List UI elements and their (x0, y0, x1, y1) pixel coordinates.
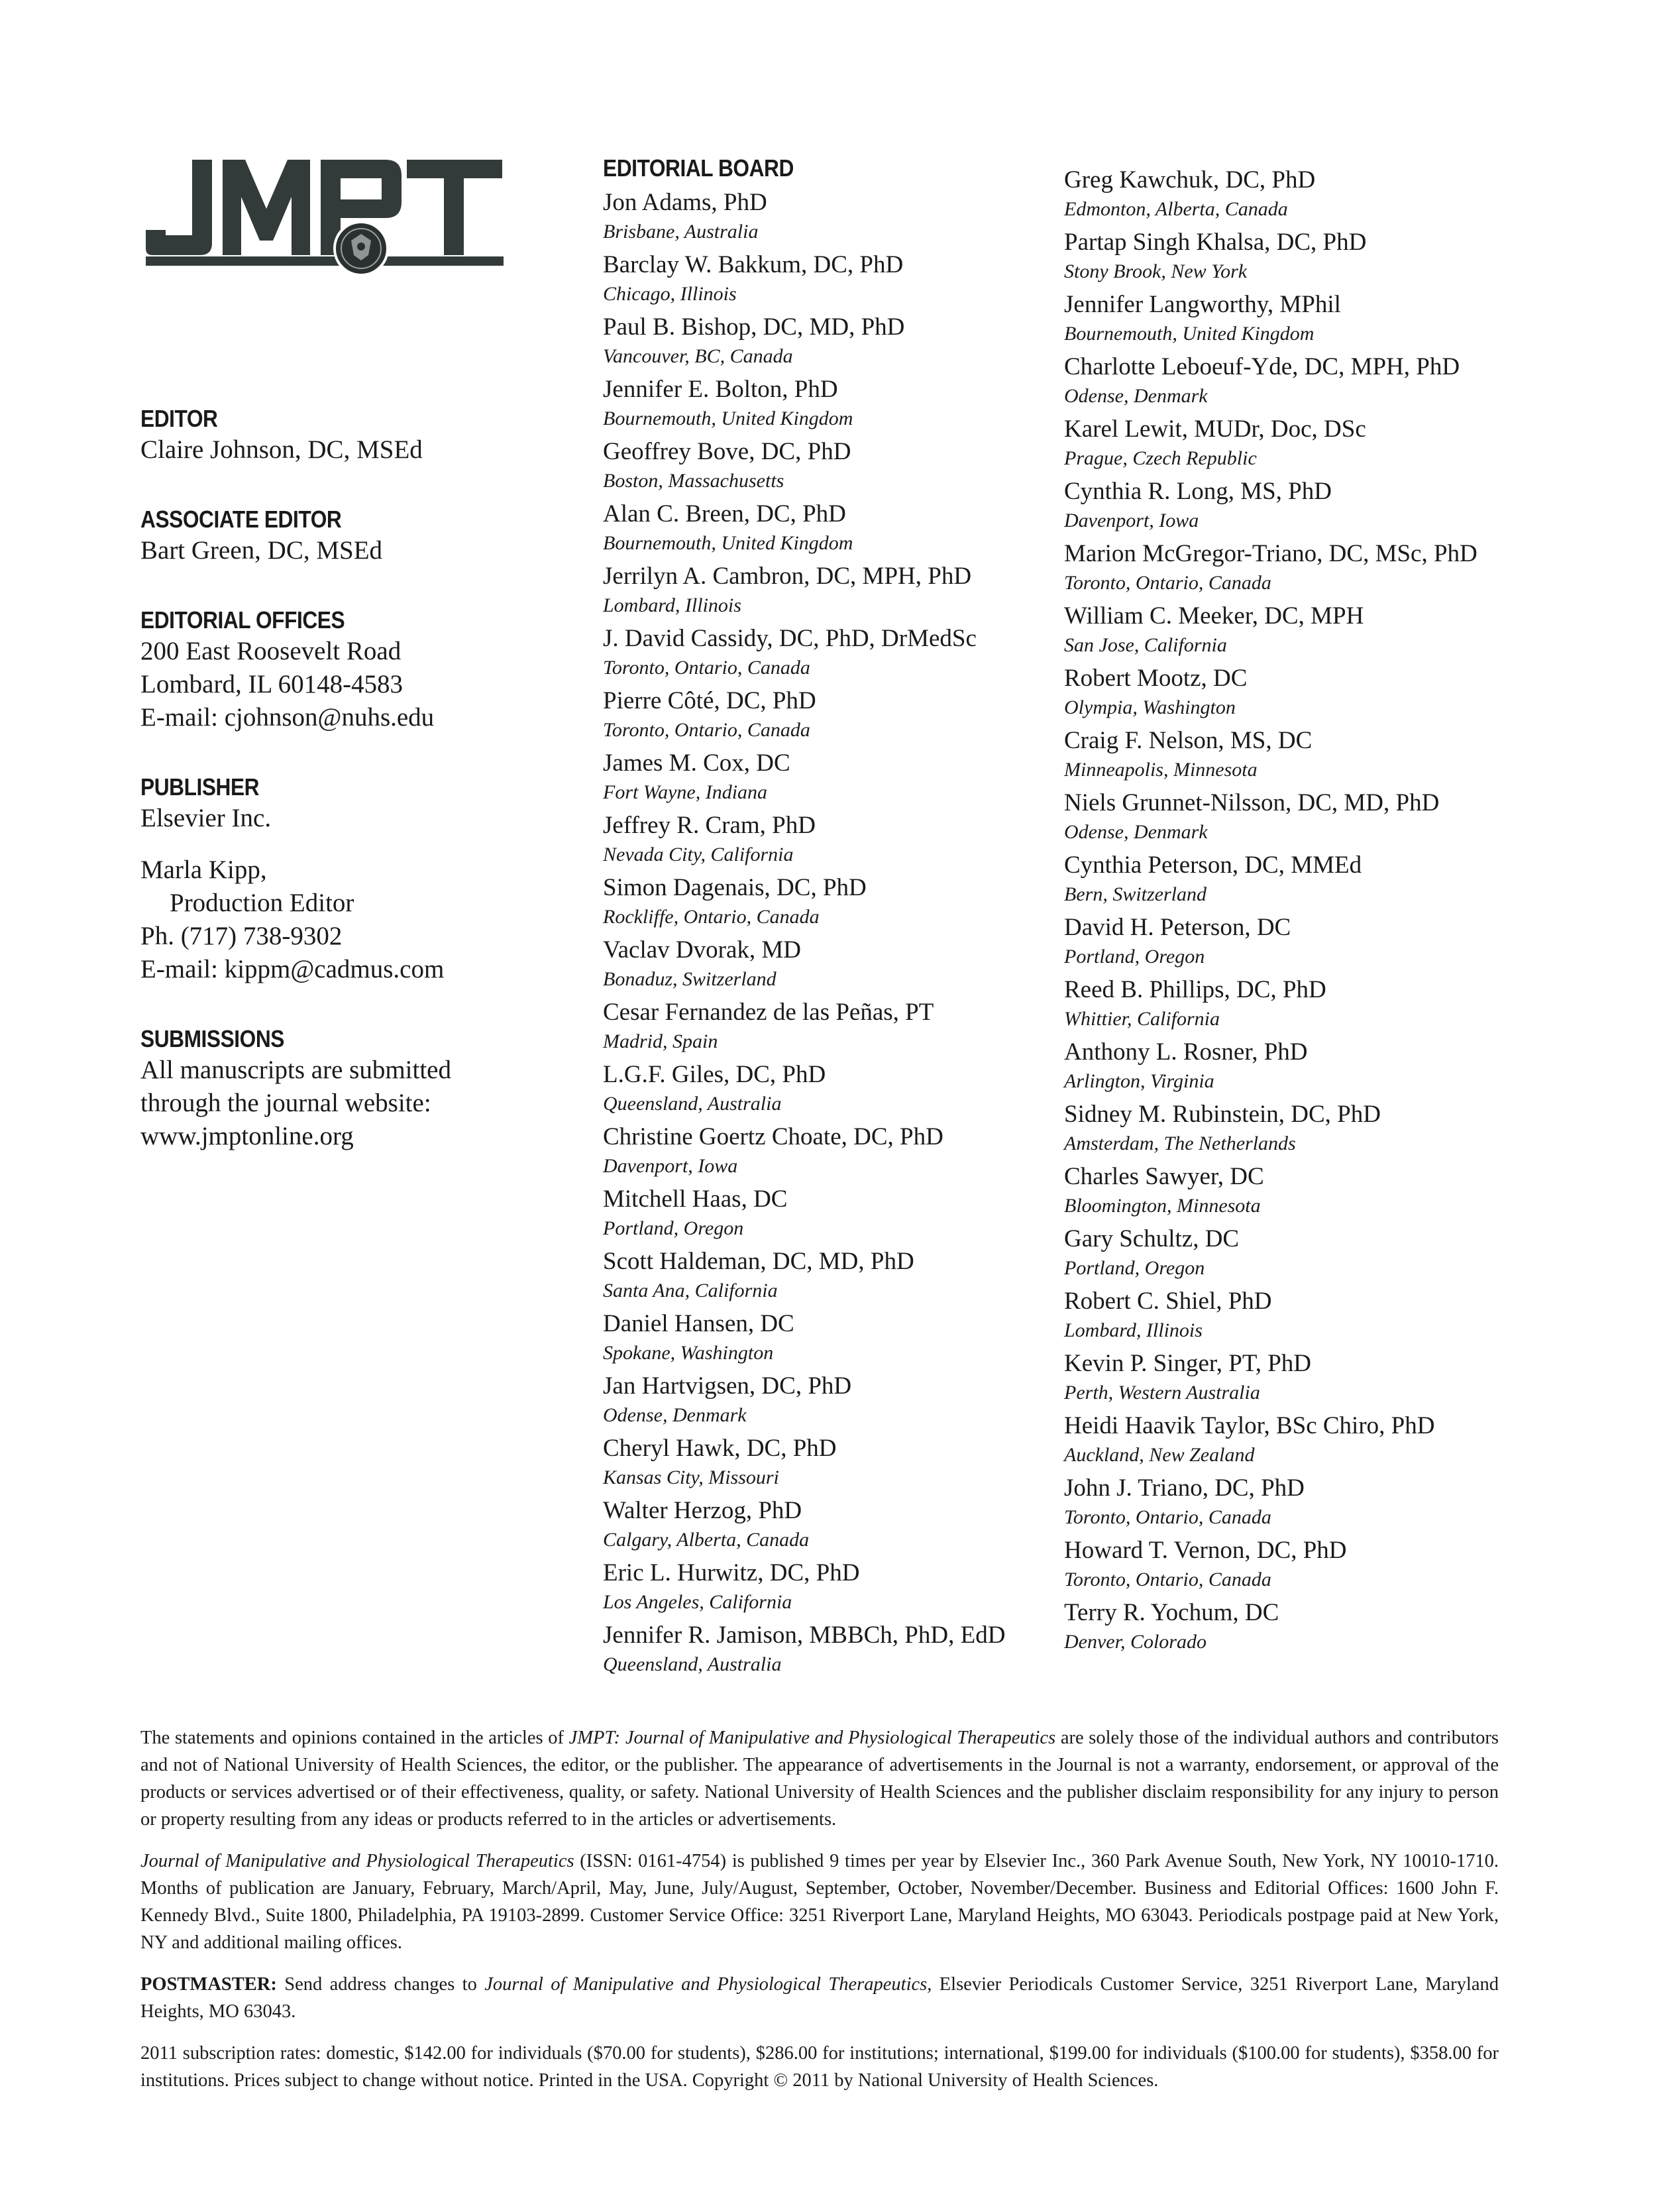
board-member-location: Arlington, Virginia (1064, 1070, 1214, 1092)
board-member-location: Calgary, Alberta, Canada (603, 1529, 810, 1551)
board-member (1064, 1535, 1528, 1597)
board-member-location: Odense, Denmark (1064, 821, 1208, 843)
board-member (1064, 600, 1528, 663)
associate-editor-heading: ASSOCIATE EDITOR (140, 506, 342, 533)
board-member-name: Cynthia Peterson, DC, MMEd (1064, 852, 1362, 879)
publication-paragraph: Journal of Manipulative and Physiological Therapeutics (ISSN: 0161-4754) is published 9 times per year by Elsevier Inc., 360 Park Avenue South, New York, NY 10010-1710. Months of publication are January, February, March/April, May, June, July/August, September, October, November/December. Business and Editorial Offices: 1600 John F. Kennedy Blvd., Suite 1800, Philadelphia, PA 19103-2899. Customer Service Office: 3251 Riverport Lane, Maryland Heights, MO 63043. Periodicals postpage paid at New York, NY and additional mailing offices. (140, 1851, 1499, 1953)
board-member-name: Craig F. Nelson, MS, DC (1064, 727, 1313, 754)
board-member-name: Jeffrey R. Cram, PhD (603, 812, 816, 839)
board-member-location: Queensland, Australia (603, 1653, 782, 1675)
board-member-location: Chicago, Illinois (603, 283, 737, 305)
board-member (603, 623, 1067, 685)
board-member (603, 1433, 1067, 1495)
board-member-location: Portland, Oregon (1064, 1257, 1205, 1279)
editorial-board-column-1 (603, 154, 1067, 1682)
board-member-location: Odense, Denmark (1064, 385, 1208, 407)
board-member-name: L.G.F. Giles, DC, PhD (603, 1061, 826, 1088)
board-member-name: Charles Sawyer, DC (1064, 1163, 1264, 1190)
board-list-1 (603, 187, 1067, 1682)
board-member (1064, 289, 1528, 351)
subscription-paragraph: 2011 subscription rates: domestic, $142.00 for individuals ($70.00 for students), $286.00 for institutions; international, $199.00 for individuals ($100.00 for students), $358.00 for institutions. Prices subject to change without notice. Printed in the USA. Copyright © 2011 by National University of Health Sciences. (140, 2043, 1499, 2091)
board-member (603, 747, 1067, 810)
board-member-name: Geoffrey Bove, DC, PhD (603, 438, 851, 465)
board-member (603, 1495, 1067, 1557)
board-member (1064, 1597, 1528, 1659)
board-member-location: Boston, Massachusetts (603, 470, 784, 492)
board-member-name: Alan C. Breen, DC, PhD (603, 500, 846, 527)
board-member-name: James M. Cox, DC (603, 749, 790, 777)
board-member (1064, 476, 1528, 538)
board-member-name: Eric L. Hurwitz, DC, PhD (603, 1559, 860, 1586)
board-member-location: Davenport, Iowa (1064, 510, 1199, 531)
board-member-name: Greg Kawchuk, DC, PhD (1064, 166, 1316, 194)
board-member (1064, 351, 1528, 414)
board-member-location: Santa Ana, California (603, 1280, 778, 1301)
board-member-location: Brisbane, Australia (603, 221, 759, 243)
publisher-name: Elsevier Inc. (140, 804, 272, 832)
board-member (603, 810, 1067, 872)
board-member (1064, 850, 1528, 912)
board-member (1064, 1286, 1528, 1348)
board-member-location: Vancouver, BC, Canada (603, 345, 793, 367)
board-member-name: Simon Dagenais, DC, PhD (603, 874, 867, 901)
board-list-2 (1064, 164, 1528, 1659)
board-member-location: Portland, Oregon (603, 1217, 744, 1239)
disclaimer-paragraph: The statements and opinions contained in the articles of JMPT: Journal of Manipulative and Physiological Therapeutics are solely those of the individual authors and contributors and not of National University of Health Sciences, the editor, or the publisher. The appearance of advertisements in the Journal is not a warranty, endorsement, or approval of the products or services advertised or of their effectiveness, quality, or safety. National University of Health Sciences and the publisher disclaim responsibility for any injury to person or property resulting from any ideas or products referred to in the articles or advertisements. (140, 1728, 1499, 1830)
board-member-location: Bournemouth, United Kingdom (603, 532, 853, 554)
board-member (603, 1370, 1067, 1433)
editorial-offices-section (140, 606, 551, 734)
board-member-location: Bloomington, Minnesota (1064, 1195, 1261, 1217)
board-member (1064, 164, 1528, 227)
board-member (603, 934, 1067, 997)
board-member-location: Toronto, Ontario, Canada (603, 719, 810, 741)
board-member-location: Rockliffe, Ontario, Canada (603, 906, 820, 928)
board-member-name: Pierre Côté, DC, PhD (603, 687, 816, 714)
masthead-info (140, 404, 551, 1191)
board-member (603, 1246, 1067, 1308)
board-member-location: Spokane, Washington (603, 1342, 774, 1364)
board-member-name: Jennifer E. Bolton, PhD (603, 376, 838, 403)
associate-editor-name: Bart Green, DC, MSEd (140, 536, 383, 565)
board-member-name: Niels Grunnet-Nilsson, DC, MD, PhD (1064, 789, 1440, 816)
board-member-location: Perth, Western Australia (1064, 1382, 1260, 1404)
submissions-url: www.jmptonline.org (140, 1122, 354, 1150)
submissions-line-2: through the journal website: (140, 1089, 431, 1117)
production-editor-phone: Ph. (717) 738-9302 (140, 922, 343, 950)
board-member (603, 311, 1067, 374)
board-member-name: David H. Peterson, DC (1064, 914, 1291, 941)
board-member-location: Kansas City, Missouri (603, 1466, 779, 1488)
board-member-location: Whittier, California (1064, 1008, 1220, 1030)
board-member (603, 1059, 1067, 1121)
board-member-location: Fort Wayne, Indiana (603, 781, 768, 803)
board-member-location: Minneapolis, Minnesota (1064, 759, 1258, 781)
board-member (603, 1308, 1067, 1370)
board-member-name: Jon Adams, PhD (603, 189, 767, 216)
board-member-location: Queensland, Australia (603, 1093, 782, 1115)
production-editor-name: Marla Kipp, (140, 856, 267, 884)
board-member-location: Toronto, Ontario, Canada (1064, 572, 1271, 594)
board-member-location: Olympia, Washington (1064, 696, 1236, 718)
board-member (1064, 974, 1528, 1036)
board-member (1064, 787, 1528, 850)
logo-seal (335, 222, 388, 275)
submissions-heading: SUBMISSIONS (140, 1025, 284, 1052)
board-member-name: Cynthia R. Long, MS, PhD (1064, 478, 1332, 505)
board-member (1064, 1348, 1528, 1410)
board-member-location: Bonaduz, Switzerland (603, 968, 777, 990)
submissions-section (140, 1024, 551, 1153)
board-member (603, 685, 1067, 747)
board-member-location: Amsterdam, The Netherlands (1064, 1133, 1296, 1154)
board-member (603, 1557, 1067, 1620)
board-member (1064, 663, 1528, 725)
board-member-location: Davenport, Iowa (603, 1155, 738, 1177)
publisher-heading: PUBLISHER (140, 773, 260, 801)
office-address-city: Lombard, IL 60148-4583 (140, 670, 403, 698)
board-member (1064, 538, 1528, 600)
board-member-name: Karel Lewit, MUDr, Doc, DSc (1064, 415, 1366, 443)
board-member-location: Prague, Czech Republic (1064, 447, 1257, 469)
board-member-name: John J. Triano, DC, PhD (1064, 1474, 1305, 1502)
board-member-name: Reed B. Phillips, DC, PhD (1064, 976, 1326, 1003)
production-editor-title: Production Editor (170, 889, 354, 917)
editor-heading: EDITOR (140, 405, 218, 432)
board-member-name: Partap Singh Khalsa, DC, PhD (1064, 229, 1367, 256)
board-member (1064, 1161, 1528, 1223)
board-member (1064, 1099, 1528, 1161)
board-member (603, 561, 1067, 623)
fine-print (140, 1724, 1499, 2109)
board-member-location: Odense, Denmark (603, 1404, 747, 1426)
board-member-location: Lombard, Illinois (1064, 1319, 1203, 1341)
editorial-board-heading: EDITORIAL BOARD (603, 154, 794, 182)
board-member-name: Charlotte Leboeuf-Yde, DC, MPH, PhD (1064, 353, 1460, 380)
board-member-name: Marion McGregor-Triano, DC, MSc, PhD (1064, 540, 1477, 567)
jmpt-logo (139, 156, 507, 278)
board-member-location: Bern, Switzerland (1064, 883, 1207, 905)
board-member (1064, 1472, 1528, 1535)
office-address-street: 200 East Roosevelt Road (140, 637, 402, 665)
board-member-location: Toronto, Ontario, Canada (1064, 1569, 1271, 1590)
board-member-location: Toronto, Ontario, Canada (603, 657, 810, 679)
board-member-name: Christine Goertz Choate, DC, PhD (603, 1123, 943, 1150)
board-member-location: Bournemouth, United Kingdom (603, 408, 853, 429)
board-member-name: Walter Herzog, PhD (603, 1497, 802, 1524)
board-member (1064, 227, 1528, 289)
board-member (1064, 725, 1528, 787)
board-member-location: Stony Brook, New York (1064, 260, 1248, 282)
office-email: E-mail: cjohnson@nuhs.edu (140, 703, 435, 732)
logo-letters (146, 160, 502, 255)
board-member (1064, 1410, 1528, 1472)
production-editor-email: E-mail: kippm@cadmus.com (140, 955, 445, 983)
board-member-name: Robert C. Shiel, PhD (1064, 1288, 1272, 1315)
board-member (603, 997, 1067, 1059)
board-member-location: Madrid, Spain (603, 1030, 718, 1052)
board-member-name: Terry R. Yochum, DC (1064, 1599, 1279, 1626)
board-member-location: Edmonton, Alberta, Canada (1064, 198, 1288, 220)
board-member-name: Heidi Haavik Taylor, BSc Chiro, PhD (1064, 1412, 1435, 1439)
editorial-offices-heading: EDITORIAL OFFICES (140, 606, 345, 634)
board-member (603, 1184, 1067, 1246)
board-member (1064, 414, 1528, 476)
board-member-name: Gary Schultz, DC (1064, 1225, 1240, 1252)
board-member-name: Robert Mootz, DC (1064, 665, 1248, 692)
board-member (603, 187, 1067, 249)
board-member (603, 374, 1067, 436)
board-member-name: Scott Haldeman, DC, MD, PhD (603, 1248, 914, 1275)
board-member-location: Nevada City, California (603, 844, 794, 865)
board-member (603, 249, 1067, 311)
board-member (603, 498, 1067, 561)
logo-bar (146, 256, 504, 266)
board-member-name: Jennifer Langworthy, MPhil (1064, 291, 1341, 318)
board-member-name: William C. Meeker, DC, MPH (1064, 602, 1364, 630)
submissions-line-1: All manuscripts are submitted (140, 1056, 451, 1084)
board-member-name: Jan Hartvigsen, DC, PhD (603, 1372, 852, 1400)
board-member-location: Auckland, New Zealand (1064, 1444, 1255, 1466)
board-member-name: Cesar Fernandez de las Peñas, PT (603, 999, 934, 1026)
board-member-name: Jerrilyn A. Cambron, DC, MPH, PhD (603, 563, 972, 590)
board-member (603, 436, 1067, 498)
board-member-name: Vaclav Dvorak, MD (603, 936, 801, 964)
board-member-location: Denver, Colorado (1064, 1631, 1207, 1653)
board-member-name: Sidney M. Rubinstein, DC, PhD (1064, 1101, 1381, 1128)
board-member-name: Mitchell Haas, DC (603, 1186, 788, 1213)
board-member-location: Lombard, Illinois (603, 594, 741, 616)
board-member (603, 1121, 1067, 1184)
board-member-location: Portland, Oregon (1064, 946, 1205, 968)
board-member-name: Howard T. Vernon, DC, PhD (1064, 1537, 1347, 1564)
board-member-name: Paul B. Bishop, DC, MD, PhD (603, 313, 905, 341)
postmaster-paragraph: POSTMASTER: Send address changes to Journal of Manipulative and Physiological Therapeutics, Elsevier Periodicals Customer Service, 3251 Riverport Lane, Maryland Heights, MO 63043. (140, 1974, 1499, 2022)
publisher-section (140, 773, 551, 986)
board-member (603, 872, 1067, 934)
board-member-location: Toronto, Ontario, Canada (1064, 1506, 1271, 1528)
associate-editor-section (140, 505, 551, 567)
board-member-name: Kevin P. Singer, PT, PhD (1064, 1350, 1311, 1377)
board-member-name: Cheryl Hawk, DC, PhD (603, 1435, 837, 1462)
board-member-name: Jennifer R. Jamison, MBBCh, PhD, EdD (603, 1622, 1006, 1649)
board-member-name: Barclay W. Bakkum, DC, PhD (603, 251, 904, 278)
board-member (603, 1620, 1067, 1682)
board-member-location: Bournemouth, United Kingdom (1064, 323, 1315, 345)
editor-name: Claire Johnson, DC, MSEd (140, 435, 423, 464)
board-member-name: J. David Cassidy, DC, PhD, DrMedSc (603, 625, 977, 652)
board-member-name: Anthony L. Rosner, PhD (1064, 1038, 1308, 1066)
board-member-location: San Jose, California (1064, 634, 1227, 656)
board-member (1064, 1223, 1528, 1286)
editorial-board-column-2 (1064, 164, 1528, 1659)
board-member (1064, 912, 1528, 974)
board-member-location: Los Angeles, California (603, 1591, 792, 1613)
editor-section (140, 404, 551, 467)
board-member (1064, 1036, 1528, 1099)
board-member-name: Daniel Hansen, DC (603, 1310, 794, 1337)
